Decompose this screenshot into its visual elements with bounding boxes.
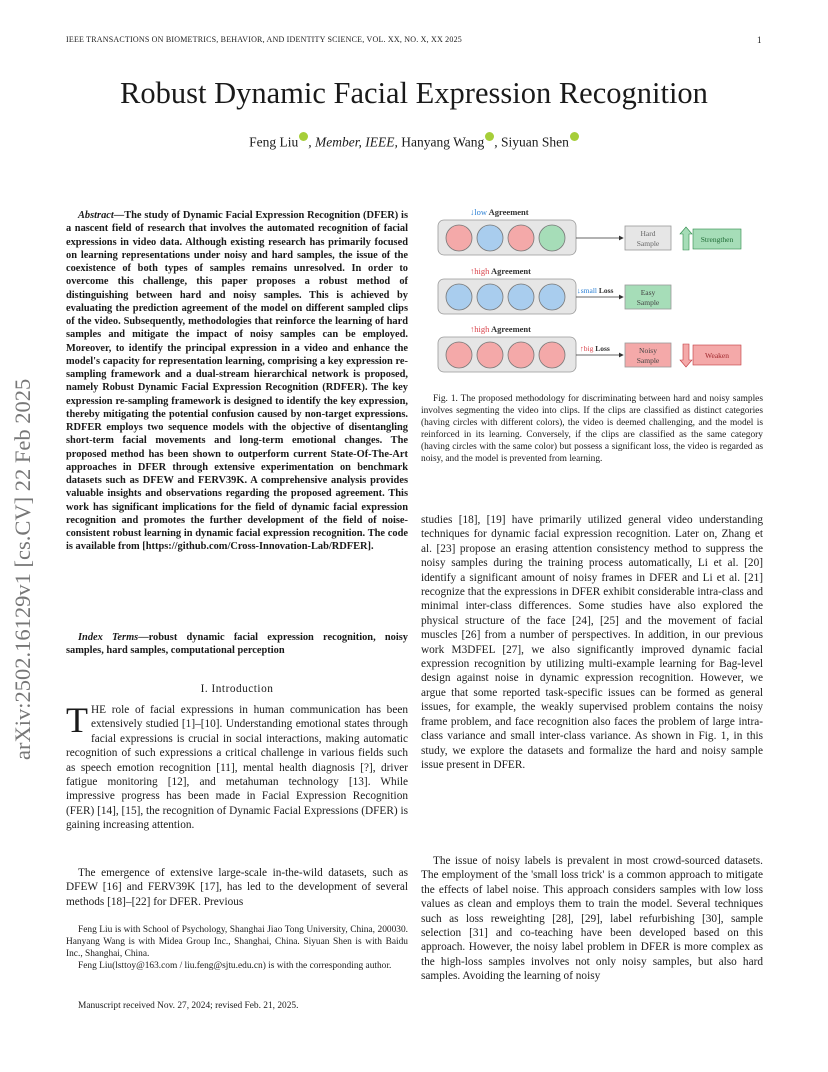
clip-circle-red bbox=[539, 342, 565, 368]
paper-title: Robust Dynamic Facial Expression Recognition bbox=[120, 76, 708, 110]
easy-sample-label: Easy bbox=[640, 288, 656, 297]
clip-circle-blue bbox=[477, 225, 503, 251]
abstract bbox=[66, 209, 408, 554]
weaken-arrow-icon bbox=[680, 344, 692, 367]
manuscript-note: Manuscript received Nov. 27, 2024; revised Feb. 21, 2025. bbox=[78, 1001, 299, 1011]
agreement-text: Agreement bbox=[487, 207, 529, 217]
running-head: IEEE TRANSACTIONS ON BIOMETRICS, BEHAVIOR, AND IDENTITY SCIENCE, VOL. XX, NO. X, XX 2025 bbox=[66, 35, 462, 44]
footnote-affiliations bbox=[66, 925, 408, 973]
author-1: Feng Liu bbox=[249, 134, 299, 150]
intro-paragraph-4: The issue of noisy labels is prevalent in most crowd-sourced datasets. The employment of the 'small loss trick' is a common approach to mitigate the effects of label noise. This approach considers samples with low loss values as clean and employs them to train the model. Several techniques such as loss reweighting [28], [29], label refurbishing [30], sample selection [31] and co-teaching have been developed based on this approach. However, the noisy label problem in DFER is more complex as the high-loss samples involves not only noisy samples, but also hard samples. Avoiding the learning of noisy bbox=[421, 855, 763, 983]
intro-paragraph-1 bbox=[66, 700, 408, 833]
figure-1 bbox=[435, 204, 775, 382]
strengthen-label: Strengthen bbox=[700, 235, 734, 244]
easy-sample-label: Sample bbox=[636, 298, 660, 307]
row2-agreement-label bbox=[470, 266, 531, 276]
clip-circle-green bbox=[539, 225, 565, 251]
author-3: , Siyuan Shen bbox=[494, 134, 569, 150]
intro-paragraph-1-text: HE role of facial expressions in human communication has been extensively studied [1]–[10]. Understanding emotional states through facial expressions is crucial in social interactions, making automatic recognition of such expressions a critical challenge in various fields such as speech emotion recognition [11], mental health diagnosis [?], driver fatigue monitoring [12], and metahuman technology [13]. While impressive progress has been made in Facial Expression Recognition (FER) [14], [15], the recognition of Dynamic Facial Expressions (DFER) is gaining increasing attention. bbox=[66, 704, 408, 832]
index-terms-text: —robust dynamic facial expression recognition, noisy samples, hard samples, computational perception bbox=[66, 632, 408, 657]
agreement-text: Agreement bbox=[489, 266, 531, 276]
small-arrow-label: ↓small bbox=[577, 286, 597, 295]
clip-circle-red bbox=[477, 342, 503, 368]
orcid-icon[interactable] bbox=[485, 132, 494, 141]
hard-sample-label: Hard bbox=[640, 229, 656, 238]
high-arrow-label: ↑high bbox=[470, 324, 490, 334]
clip-circle-red bbox=[508, 342, 534, 368]
big-arrow-label: ↑big bbox=[580, 344, 594, 353]
author-1-membership: , Member, IEEE, bbox=[308, 134, 398, 150]
intro-paragraph-3: studies [18], [19] have primarily utilized general video understanding techniques for dynamic facial expression recognition. Later on, Zhang et al. [23] propose an erasing attention consistency method to suppress the noisy samples during the training process automatically, Li et al. [20] identify a significant amount of noisy frames in DFER and Li et al. [21] recognize that the expressions in DFER exhibit considerable intra-class and minimal inter-class differences. Some studies have also explored the physical structure of the face [24], [25] and the movement of facial muscles [26] from a number of perspectives. In addition, in our previous work M3DFEL [27], we also significantly improved dynamic facial expression recognition by utilizing multi-example learning for Bag-level design against noise in dynamic expression recognition. However, we argue that some reported task-specific issues can be formed as general issues, for example, the weakly supervised problem contains the noisy frame problem, and face recognition also faces the problem of large intra-class variance and small inter-class variance. As shown in Fig. 1, in this study, we explore the datasets and formalize the hard and noisy sample issue present in DFER. bbox=[421, 514, 763, 771]
index-terms bbox=[66, 631, 408, 658]
clip-circle-blue bbox=[539, 284, 565, 310]
intro-paragraph-2: The emergence of extensive large-scale in-the-wild datasets, such as DFEW [16] and FERV39K [17], has led to the development of several methods [18]–[22] for DFER. Previous bbox=[66, 867, 408, 908]
page-number: 1 bbox=[757, 35, 762, 45]
clip-circle-red bbox=[446, 225, 472, 251]
noisy-sample-label: Sample bbox=[636, 356, 660, 365]
section-heading: I. Introduction bbox=[200, 683, 274, 695]
clip-circle-blue bbox=[446, 284, 472, 310]
drop-cap: T bbox=[66, 700, 88, 740]
clip-circle-red bbox=[446, 342, 472, 368]
row1-agreement-label bbox=[470, 207, 529, 217]
low-arrow-label: ↓low bbox=[470, 207, 487, 217]
orcid-icon[interactable] bbox=[570, 132, 579, 141]
agreement-text: Agreement bbox=[489, 324, 531, 334]
loss-text: Loss bbox=[597, 286, 614, 295]
footnote-corresponding: Feng Liu(lsttoy@163.com / liu.feng@sjtu.edu.cn) is with the corresponding author. bbox=[78, 960, 392, 971]
high-arrow-label: ↑high bbox=[470, 266, 490, 276]
arxiv-stamp: arXiv:2502.16129v1 [cs.CV] 22 Feb 2025 bbox=[10, 378, 35, 760]
abstract-text: —The study of Dynamic Facial Expression Recognition (DFER) is a nascent field of research that involves the automated recognition of facial expressions in video data. Although existing research has primarily focused on learning representations under noisy and hard samples, the issue of the coexistence of both types of samples remains unresolved. In order to overcome this challenge, this paper proposes a robust method of distinguishing between hard and noisy samples. This is achieved by evaluating the prediction agreement of the model on different sampled clips of the video. Subsequently, methodologies that reinforce the learning of hard samples and mitigate the impact of noisy samples can be employed. Moreover, to identify the principal expression in a video and enhance the model's capacity for representation learning, comprising a key expression re-sampling framework and a dual-stream hierarchical network is proposed, namely Robust Dynamic Facial Expression Recognition (RDFER). The key expression re-sampling framework is designed to identify the key expression, thereby mitigating the potential confusion caused by non-target expressions. RDFER employs two sequence models with the objective of disentangling short-term facial movements and long-term emotional changes. The proposed method has been shown to outperform current State-Of-The-Art approaches in DFER through extensive experimentation on benchmark datasets such as DFEW and FERV39K. A comprehensive analysis provides valuable insights and observations regarding the proposed agreement. This work has significant implications for the field of dynamic facial expression recognition and promotes the further development of the field of noise-consistent robust learning in dynamic facial expression recognition. The code is available from [https://github.com/Cross-Innovation-Lab/RDFER]. bbox=[66, 210, 408, 553]
abstract-label: Abstract bbox=[78, 210, 114, 221]
small-loss-label bbox=[577, 286, 614, 295]
figure-caption: Fig. 1. The proposed methodology for discriminating between hard and noisy samples involves segmenting the video into clips. If the clips are classified as distinct categories (having circles with different colors), the video is deemed challenging, and the model is reinforced in its learning. Conversely, if the clips are classified as the same category (having circles with the same color) but possess a significant loss, the video is regarded as noisy, and the model is prevented from learning. bbox=[421, 394, 763, 464]
author-line bbox=[0, 132, 828, 151]
clip-circle-blue bbox=[508, 284, 534, 310]
orcid-icon[interactable] bbox=[299, 132, 308, 141]
noisy-sample-label: Noisy bbox=[639, 346, 657, 355]
strengthen-arrow-icon bbox=[680, 227, 692, 250]
row3-agreement-label bbox=[470, 324, 531, 334]
big-loss-label bbox=[580, 344, 610, 353]
clip-circle-red bbox=[508, 225, 534, 251]
author-2: Hanyang Wang bbox=[397, 134, 485, 150]
weaken-label: Weaken bbox=[705, 351, 729, 360]
index-terms-label: Index Terms bbox=[78, 632, 139, 643]
clip-circle-blue bbox=[477, 284, 503, 310]
hard-sample-label: Sample bbox=[636, 239, 660, 248]
loss-text: Loss bbox=[593, 344, 610, 353]
footnote-affil: Feng Liu is with School of Psychology, Shanghai Jiao Tong University, China, 200030. Hanyang Wang is with Midea Group Inc., Shanghai, China. Siyuan Shen is with Baidu Inc., Shanghai, China. bbox=[66, 925, 408, 959]
